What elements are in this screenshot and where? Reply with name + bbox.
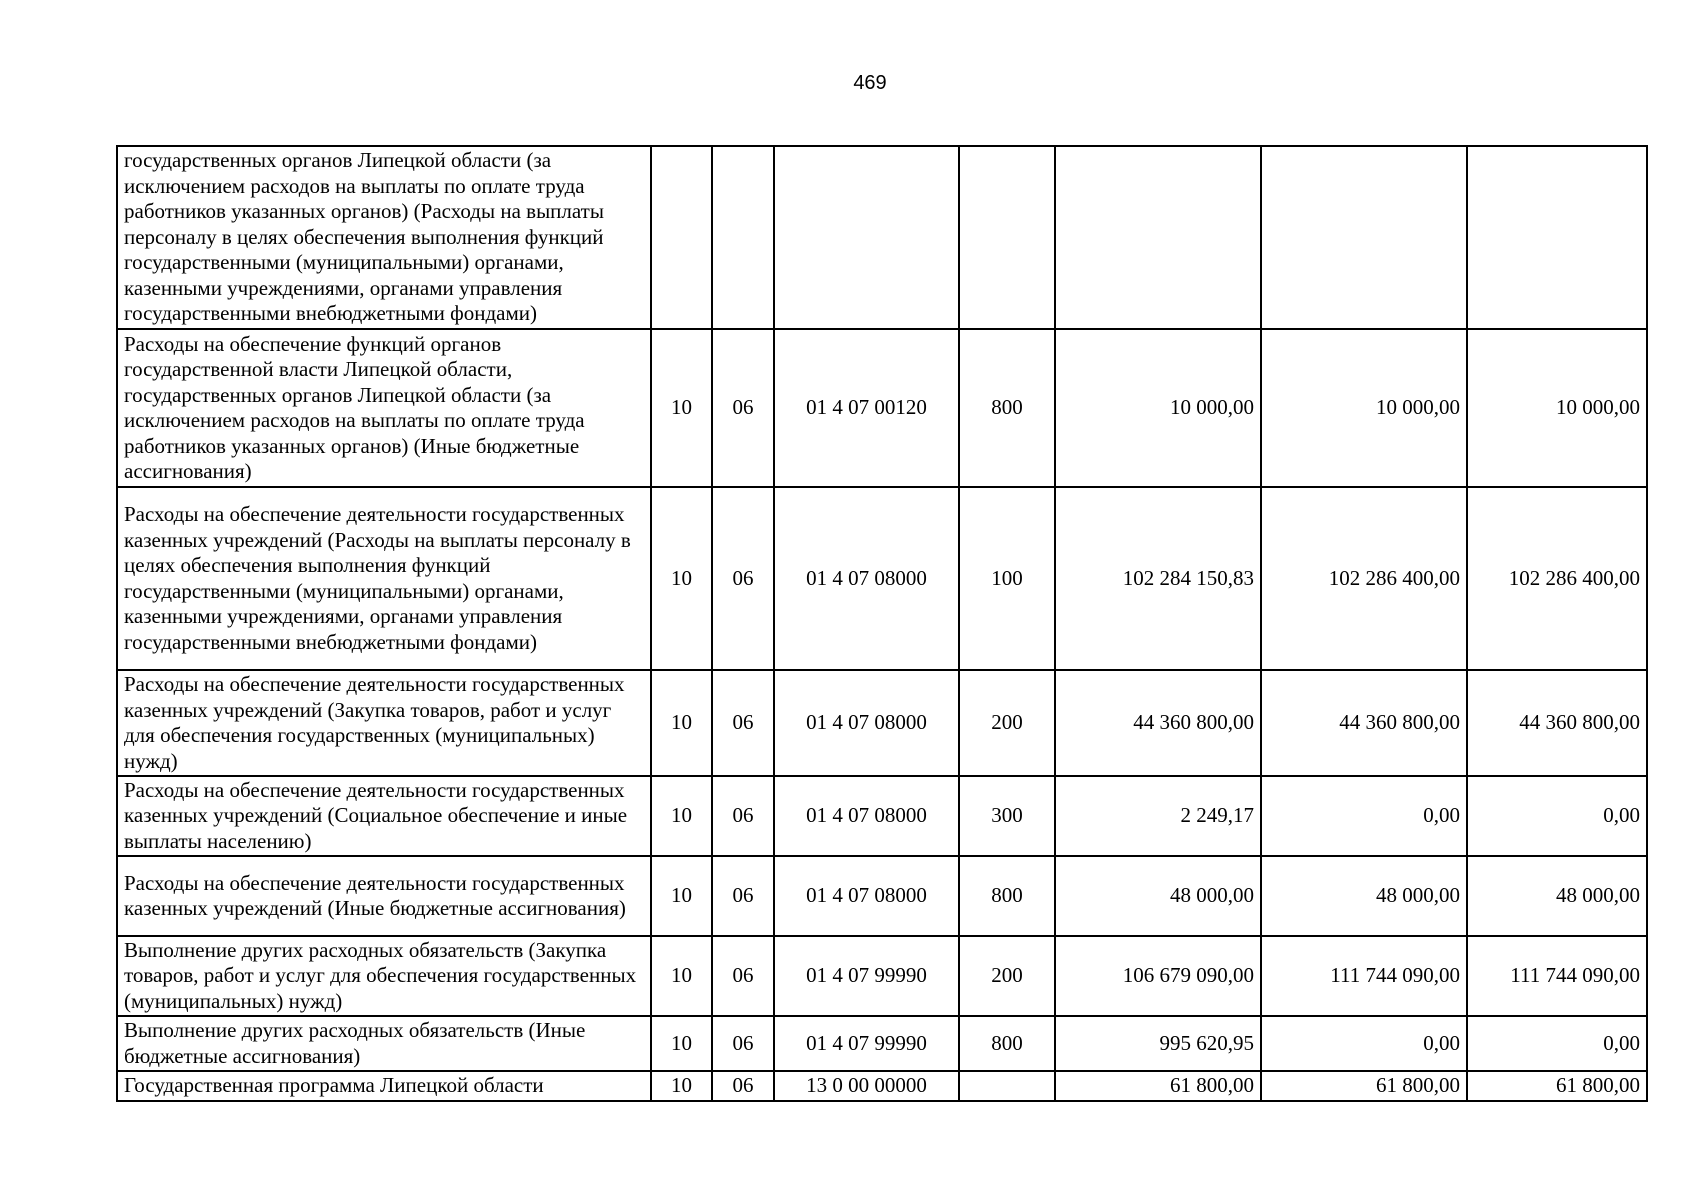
row-amount-1: 61 800,00: [1055, 1071, 1261, 1101]
row-target-item-code: 13 0 00 00000: [774, 1071, 959, 1101]
row-target-item-code: 01 4 07 00120: [774, 329, 959, 487]
row-target-item-code: 01 4 07 08000: [774, 856, 959, 936]
row-expense-type-code: [959, 146, 1055, 329]
table-row: [117, 936, 1647, 1016]
row-amount-1: [1055, 146, 1261, 329]
table-row: [117, 329, 1647, 487]
row-subsection-code: 06: [712, 1016, 774, 1071]
row-section-code: 10: [651, 487, 712, 670]
row-amount-3: 61 800,00: [1467, 1071, 1647, 1101]
row-amount-2: 0,00: [1261, 1016, 1467, 1071]
row-amount-3: 0,00: [1467, 1016, 1647, 1071]
budget-table: [116, 145, 1648, 1102]
row-subsection-code: 06: [712, 856, 774, 936]
row-target-item-code: 01 4 07 99990: [774, 936, 959, 1016]
row-subsection-code: 06: [712, 329, 774, 487]
row-amount-1: 48 000,00: [1055, 856, 1261, 936]
table-row: [117, 487, 1647, 670]
row-target-item-code: [774, 146, 959, 329]
row-expense-type-code: 300: [959, 776, 1055, 856]
page-number: 469: [853, 72, 887, 94]
row-description: Расходы на обеспечение функций органов государственной власти Липецкой области, государственных органов Липецкой области (за исключением расходов на выплаты по оплате труда работников указанных органов) (Иные бюджетные ассигнования): [117, 329, 651, 487]
row-description: Государственная программа Липецкой области: [117, 1071, 651, 1101]
row-amount-3: [1467, 146, 1647, 329]
row-amount-3: 0,00: [1467, 776, 1647, 856]
row-subsection-code: 06: [712, 670, 774, 776]
row-description: Расходы на обеспечение деятельности государственных казенных учреждений (Расходы на выплаты персоналу в целях обеспечения выполнения функций государственными (муниципальными) органами, казенными учреждениями, органами управления государственными внебюджетными фондами): [117, 487, 651, 670]
row-expense-type-code: 800: [959, 856, 1055, 936]
row-amount-2: [1261, 146, 1467, 329]
row-section-code: 10: [651, 1071, 712, 1101]
row-section-code: [651, 146, 712, 329]
row-target-item-code: 01 4 07 08000: [774, 670, 959, 776]
row-expense-type-code: 800: [959, 1016, 1055, 1071]
row-subsection-code: 06: [712, 487, 774, 670]
row-amount-3: 48 000,00: [1467, 856, 1647, 936]
table-row: [117, 776, 1647, 856]
row-amount-1: 995 620,95: [1055, 1016, 1261, 1071]
row-target-item-code: 01 4 07 08000: [774, 487, 959, 670]
row-expense-type-code: 200: [959, 670, 1055, 776]
row-amount-1: 102 284 150,83: [1055, 487, 1261, 670]
row-amount-2: 44 360 800,00: [1261, 670, 1467, 776]
row-section-code: 10: [651, 856, 712, 936]
row-amount-1: 2 249,17: [1055, 776, 1261, 856]
row-description: Выполнение других расходных обязательств (Иные бюджетные ассигнования): [117, 1016, 651, 1071]
row-subsection-code: [712, 146, 774, 329]
table-row: [117, 856, 1647, 936]
row-section-code: 10: [651, 329, 712, 487]
row-target-item-code: 01 4 07 08000: [774, 776, 959, 856]
row-amount-2: 48 000,00: [1261, 856, 1467, 936]
row-amount-2: 10 000,00: [1261, 329, 1467, 487]
row-description: государственных органов Липецкой области (за исключением расходов на выплаты по оплате труда работников указанных органов) (Расходы на выплаты персоналу в целях обеспечения выполнения функций государственными (муниципальными) органами, казенными учреждениями, органами управления государственными внебюджетными фондами): [117, 146, 651, 329]
table-row: [117, 670, 1647, 776]
row-description: Расходы на обеспечение деятельности государственных казенных учреждений (Социальное обеспечение и иные выплаты населению): [117, 776, 651, 856]
row-expense-type-code: 800: [959, 329, 1055, 487]
table-body: [117, 146, 1647, 1101]
row-description: Выполнение других расходных обязательств (Закупка товаров, работ и услуг для обеспечения государственных (муниципальных) нужд): [117, 936, 651, 1016]
row-amount-3: 10 000,00: [1467, 329, 1647, 487]
row-target-item-code: 01 4 07 99990: [774, 1016, 959, 1071]
row-section-code: 10: [651, 1016, 712, 1071]
row-amount-2: 102 286 400,00: [1261, 487, 1467, 670]
table-row: [117, 1016, 1647, 1071]
row-section-code: 10: [651, 670, 712, 776]
row-amount-3: 102 286 400,00: [1467, 487, 1647, 670]
row-section-code: 10: [651, 936, 712, 1016]
row-amount-3: 111 744 090,00: [1467, 936, 1647, 1016]
row-section-code: 10: [651, 776, 712, 856]
row-amount-1: 10 000,00: [1055, 329, 1261, 487]
row-amount-3: 44 360 800,00: [1467, 670, 1647, 776]
row-amount-2: 61 800,00: [1261, 1071, 1467, 1101]
row-subsection-code: 06: [712, 936, 774, 1016]
row-description: Расходы на обеспечение деятельности государственных казенных учреждений (Закупка товаров, работ и услуг для обеспечения государственных (муниципальных) нужд): [117, 670, 651, 776]
row-amount-1: 44 360 800,00: [1055, 670, 1261, 776]
row-expense-type-code: 200: [959, 936, 1055, 1016]
row-expense-type-code: 100: [959, 487, 1055, 670]
row-expense-type-code: [959, 1071, 1055, 1101]
row-subsection-code: 06: [712, 1071, 774, 1101]
row-amount-2: 111 744 090,00: [1261, 936, 1467, 1016]
row-description: Расходы на обеспечение деятельности государственных казенных учреждений (Иные бюджетные ассигнования): [117, 856, 651, 936]
row-amount-1: 106 679 090,00: [1055, 936, 1261, 1016]
table-row: [117, 1071, 1647, 1101]
row-amount-2: 0,00: [1261, 776, 1467, 856]
row-subsection-code: 06: [712, 776, 774, 856]
table-row: [117, 146, 1647, 329]
